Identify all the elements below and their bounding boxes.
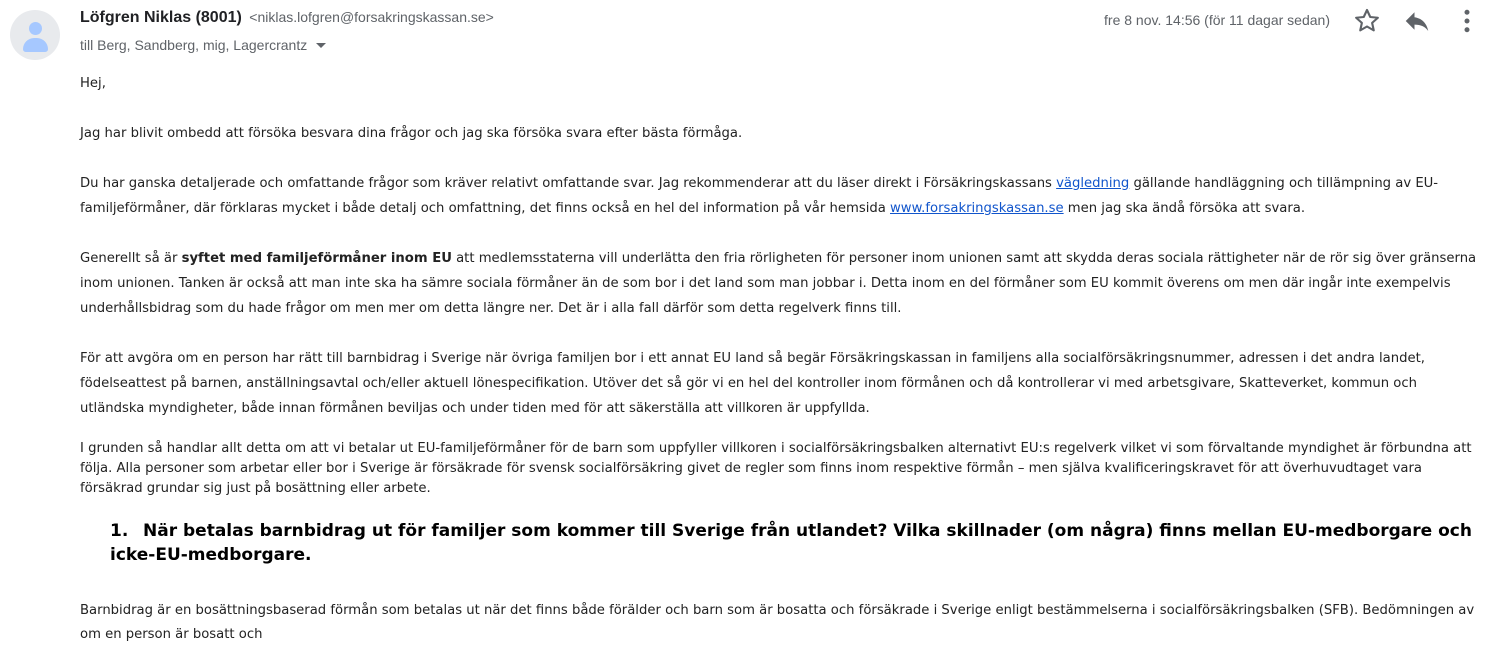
vagledning-link[interactable]: vägledning bbox=[1056, 176, 1130, 191]
paragraph-eligibility: För att avgöra om en person har rätt till barnbidrag i Sverige när övriga familjen bor i ett annat EU land så begär Försäkringskassan in familjens alla socialförsäkringsnummer, adressen i det andra landet, födelseattest på barnen, anställningsavtal och/eller aktuell lönespecifikation. Utöver det så gör vi en hel del kontroller inom förmånen och då kontrollerar vi med arbetsgivare, Skatteverket, kommun och utländska myndigheter, både innan förmånen beviljas och under tiden med för att säkerställa att villkoren är uppfyllda. bbox=[80, 351, 1425, 416]
recipients-line bbox=[80, 37, 326, 53]
sender-avatar[interactable] bbox=[10, 10, 60, 60]
sender-name[interactable]: Löfgren Niklas (8001) bbox=[80, 9, 242, 26]
paragraph-recommendation bbox=[80, 171, 1480, 221]
paragraph-basis: I grunden så handlar allt detta om att vi betalar ut EU-familjeförmåner för de barn som uppfyller villkoren i socialförsäkringsbalken alternativt EU:s regelverk vilket vi som förvaltande myndighet är förbundna att följa. Alla personer som arbetar eller bor i Sverige är försäkrade för svensk socialförsäkring givet de regler som finns inom respektive förmån – men själva kvalificeringskravet för att överhuvudtaget vara försäkrad grundar sig just på bosättning eller arbete. bbox=[80, 441, 1472, 496]
sender-line bbox=[80, 9, 494, 27]
chevron-down-icon[interactable] bbox=[316, 43, 326, 48]
bold-text: syftet med familjeförmåner inom EU bbox=[181, 251, 452, 266]
paragraph-intro: Jag har blivit ombedd att försöka besvara dina frågor och jag ska försöka svara efter bästa förmåga. bbox=[80, 126, 743, 141]
paragraph-text: Generellt så är bbox=[80, 251, 182, 266]
reply-button[interactable] bbox=[1402, 6, 1432, 36]
question-number: 1. bbox=[110, 521, 129, 541]
paragraph-text: men jag ska ändå försöka att svara. bbox=[1063, 201, 1306, 216]
question-heading bbox=[110, 519, 1480, 567]
paragraph-text: gällande handläggning och tillämpning av EU-familjeförmåner, där förklaras mycket i både detalj och omfattning, det finns också en hel del information på vår hemsida bbox=[80, 176, 1439, 216]
star-icon bbox=[1352, 6, 1382, 36]
person-avatar-icon-body bbox=[23, 38, 48, 52]
reply-icon bbox=[1402, 6, 1432, 36]
email-date: fre 8 nov. 14:56 (för 11 dagar sedan) bbox=[1104, 12, 1330, 28]
question-text: När betalas barnbidrag ut för familjer som kommer till Sverige från utlandet? Vilka skillnader (om några) finns mellan EU-medborgare och icke-EU-medborgare. bbox=[110, 521, 1472, 565]
more-vert-icon bbox=[1452, 6, 1482, 36]
website-link[interactable]: www.forsakringskassan.se bbox=[890, 201, 1064, 216]
paragraph-text: att medlemsstaterna vill underlätta den fria rörligheten för personer inom unionen samt att skydda deras sociala rättigheter när de rör sig över gränserna inom unionen. Tanken är också att man inte ska ha sämre sociala förmåner än de som bor i det land som man jobbar i. Detta inom en del förmåner som EU kommit överens om men där ingår inte exempelvis underhållsbidrag som du hade frågor om men mer om detta längre ner. Det är i alla fall därför som detta regelverk finns till. bbox=[80, 251, 1477, 316]
person-avatar-icon bbox=[29, 22, 42, 35]
paragraph-answer: Barnbidrag är en bosättningsbaserad förmån som betalas ut när det finns både förälder och barn som är bosatta och försäkrade i Sverige enligt bestämmelserna i socialförsäkringsbalken (SFB). Bedömningen av om en person är bosatt och bbox=[80, 603, 1475, 642]
star-button[interactable] bbox=[1352, 6, 1382, 36]
email-body bbox=[80, 71, 1480, 647]
paragraph-text: Du har ganska detaljerade och omfattande frågor som kräver relativt omfattande svar. Jag rekommenderar att du läser direkt i Försäkringskassans bbox=[80, 176, 1057, 191]
more-options-button[interactable] bbox=[1452, 6, 1482, 36]
greeting: Hej, bbox=[80, 76, 106, 91]
paragraph-purpose bbox=[80, 246, 1480, 321]
sender-email: <niklas.lofgren@forsakringskassan.se> bbox=[249, 9, 494, 25]
recipients-list: till Berg, Sandberg, mig, Lagercrantz bbox=[80, 37, 308, 53]
